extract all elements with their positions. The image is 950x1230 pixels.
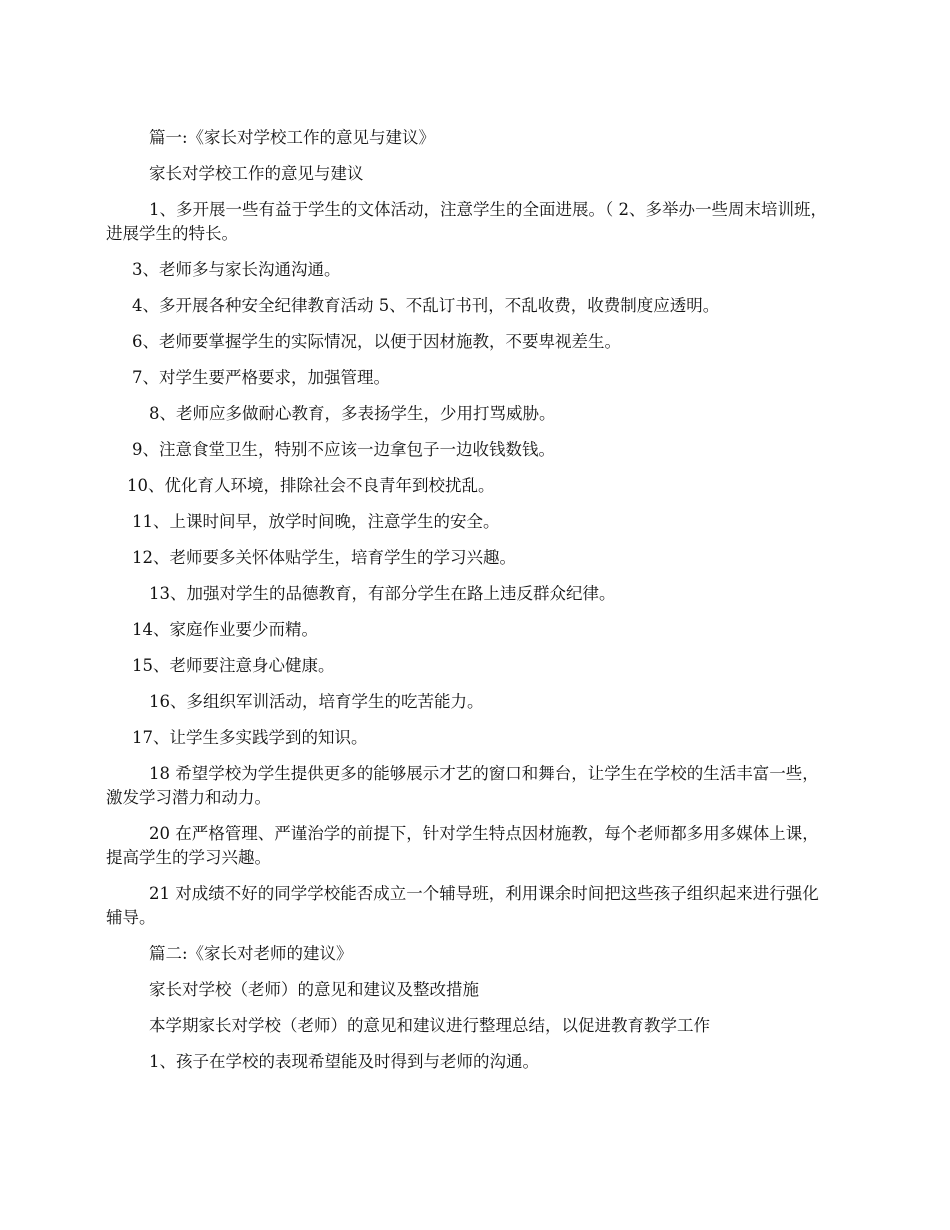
paragraph-item-12: 12、老师要多关怀体贴学生，培育学生的学习兴趣。 [132,548,516,567]
intro-paragraph: 本学期家长对学校（老师）的意见和建议进行整理总结，以促进教育教学工作 [149,1016,710,1035]
paragraph-item-6: 6、老师要掌握学生的实际情况，以便于因材施教，不要卑视差生。 [132,332,621,351]
paragraph-item-1: 1、多开展一些有益于学生的文体活动，注意学生的全面进展。（ 2、多举办一些周末培训班，进展学生的特长。 [106,200,827,243]
paragraph-item-16: 16、多组织军训活动，培育学生的吃苦能力。 [149,692,484,711]
paragraph-item-10: 10、优化育人环境，排除社会不良青年到校扰乱。 [127,476,495,495]
paragraph-item-21: 21 对成绩不好的同学学校能否成立一个辅导班，利用课余时间把这些孩子组织起来进行强化辅导。 [106,884,819,927]
paragraph-item-13: 13、加强对学生的品德教育，有部分学生在路上违反群众纪律。 [149,584,616,603]
paragraph-item-11: 11、上课时间早，放学时间晚，注意学生的安全。 [132,512,500,531]
document-title-1: 家长对学校工作的意见与建议 [149,164,364,183]
paragraph-item-17: 17、让学生多实践学到的知识。 [132,728,368,747]
paragraph-item-20: 20 在严格管理、严谨治学的前提下，针对学生特点因材施教，每个老师都多用多媒体上课，提高学生的学习兴趣。 [106,824,819,867]
paragraph-item-4: 4、多开展各种安全纪律教育活动 5、不乱订书刊，不乱收费，收费制度应透明。 [132,296,720,315]
document-title-2: 家长对学校（老师）的意见和建议及整改措施 [149,980,479,999]
paragraph-item-15: 15、老师要注意身心健康。 [132,656,335,675]
paragraph-item-8: 8、老师应多做耐心教育，多表扬学生，少用打骂威胁。 [149,404,556,423]
section-heading-2: 篇二:《家长对老师的建议》 [149,944,353,963]
paragraph-item-7: 7、对学生要严格要求，加强管理。 [132,368,390,387]
paragraph-item-3: 3、老师多与家长沟通沟通。 [132,260,341,279]
paragraph-item-s2-1: 1、孩子在学校的表现希望能及时得到与老师的沟通。 [149,1052,539,1071]
section-heading-1: 篇一:《家长对学校工作的意见与建议》 [149,128,436,147]
paragraph-item-18: 18 希望学校为学生提供更多的能够展示才艺的窗口和舞台，让学生在学校的生活丰富一些，激发学习潜力和动力。 [106,764,819,807]
paragraph-item-14: 14、家庭作业要少而精。 [132,620,318,639]
paragraph-item-9: 9、注意食堂卫生，特别不应该一边拿包子一边收钱数钱。 [132,440,555,459]
